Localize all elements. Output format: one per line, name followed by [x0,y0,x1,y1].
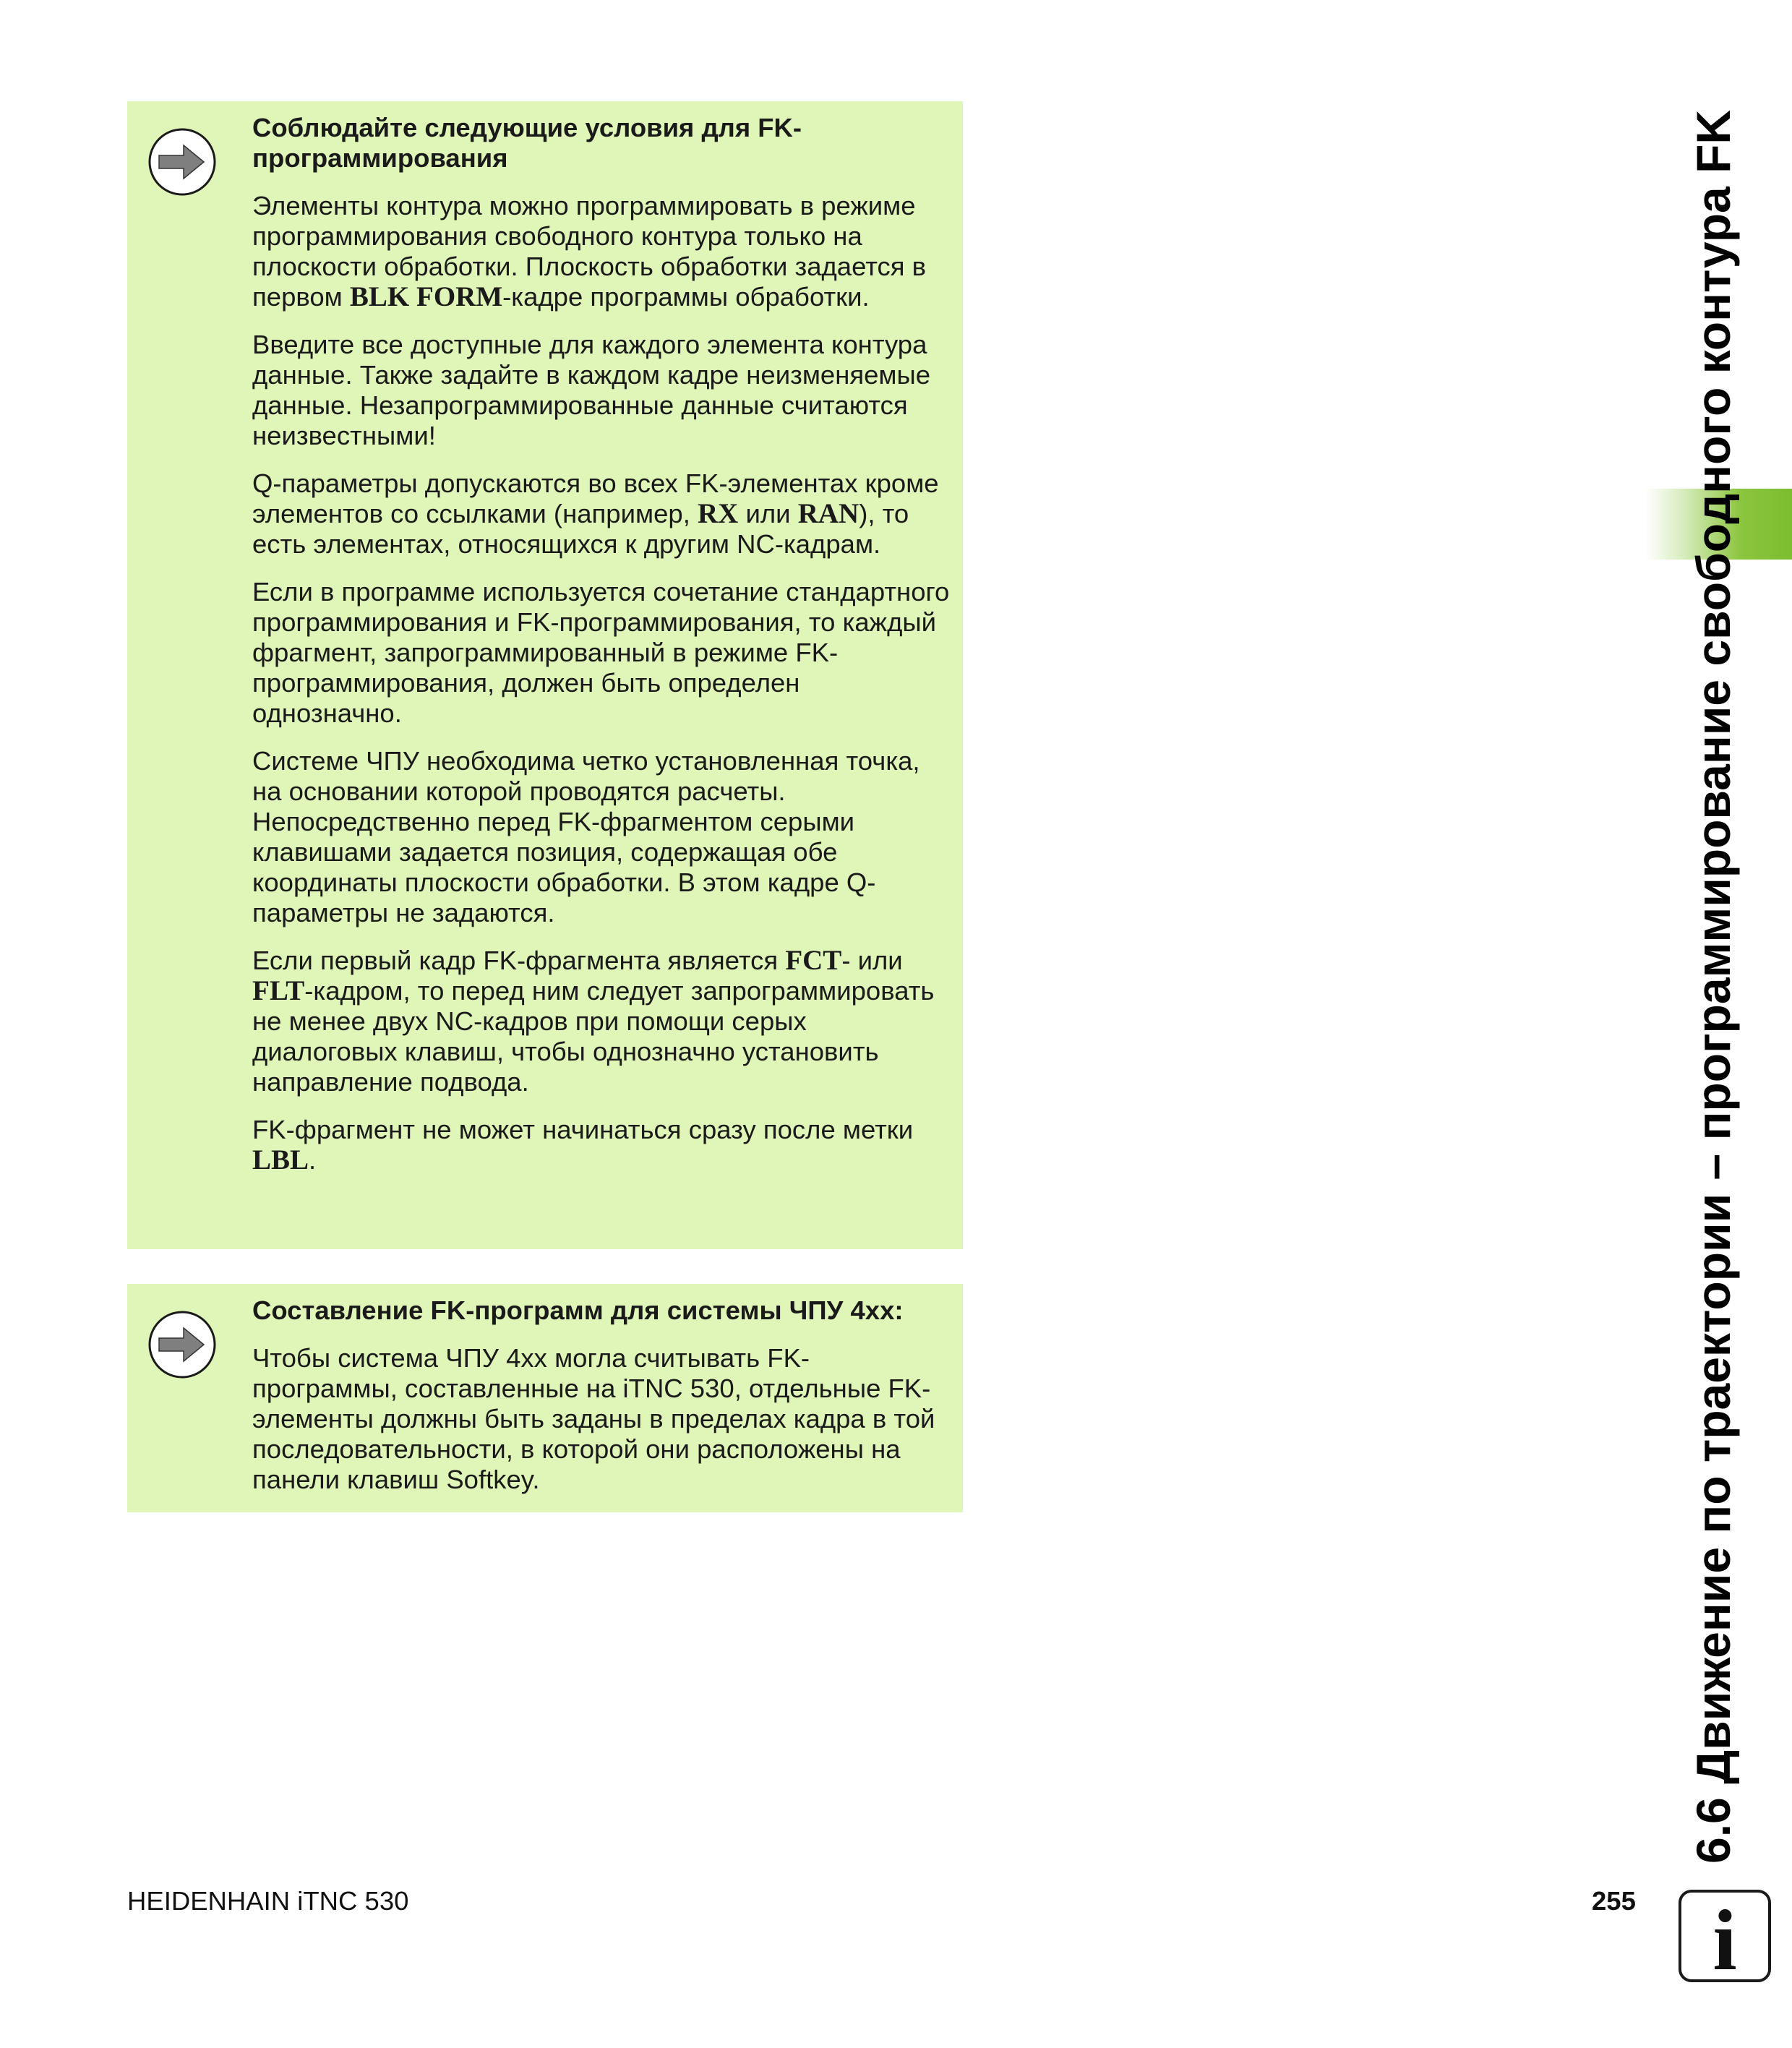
note-box-fk-conditions [127,101,963,1249]
footer-manual-name: HEIDENHAIN iTNC 530 [127,1886,409,1916]
note-paragraph: FK-фрагмент не может начинаться сразу после метки LBL. [252,1115,914,1175]
note-paragraph: Чтобы система ЧПУ 4xx могла считывать FK-программы, составленные на iTNC 530, отдельные FK-элементы должны быть заданы в пределах кадра в той последовательности, в которой они расположены на панели клавиш Softkey. [252,1343,935,1494]
note-paragraph: Элементы контура можно программировать в режиме программирования свободного контура только на плоскости обработки. Плоскость обработки задается в первом BLK FORM-кадре программы обработки. [252,191,927,312]
note-title: Составление FK-программ для системы ЧПУ 4xx: [252,1295,904,1325]
note-body [252,113,950,1193]
info-glyph: i [1712,1892,1737,1984]
note-paragraph: Введите все доступные для каждого элемента контура данные. Также задайте в каждом кадре неизменяемые данные. Незапрограммированные данные считаются неизвестными! [252,330,931,450]
note-paragraph: Если первый кадр FK-фрагмента является FCT- или FLT-кадром, то перед ним следует запрограммировать не менее двух NC-кадров при помощи серых диалоговых клавиш, чтобы однозначно установить направление подвода. [252,945,935,1097]
code-fct: FCT [785,945,842,976]
code-rx: RX [697,498,739,529]
note-title: Соблюдайте следующие условия для FK-программирования [252,113,802,173]
arrow-right-icon [146,126,218,198]
chapter-title: 6.6 Движение по траектории – программирование свободного контура FK [1686,109,1740,1864]
note-paragraph: Если в программе используется сочетание стандартного программирования и FK-программирования, то каждый фрагмент, запрограммированный в режиме FK-программирования, должен быть определен однозначно. [252,577,950,728]
code-lbl: LBL [252,1144,309,1175]
note-box-4xx-compat [127,1284,963,1512]
note-paragraph: Q-параметры допускаются во всех FK-элементах кроме элементов со ссылками (например, RX или RAN), то есть элементах, относящихся к другим NC-кадрам. [252,468,939,559]
code-ran: RAN [797,498,859,529]
code-blk-form: BLK FORM [349,281,503,312]
arrow-right-icon [146,1308,218,1381]
code-flt: FLT [252,975,305,1006]
note-paragraph: Системе ЧПУ необходима четко установленная точка, на основании которой проводятся расчеты. Непосредственно перед FK-фрагментом серыми клавишами задается позиция, содержащая обе координаты плоскости обработки. В этом кадре Q-параметры не задаются. [252,746,920,927]
info-icon [1677,1888,1772,1984]
page-number: 255 [1592,1886,1636,1916]
note-body [252,1295,950,1512]
